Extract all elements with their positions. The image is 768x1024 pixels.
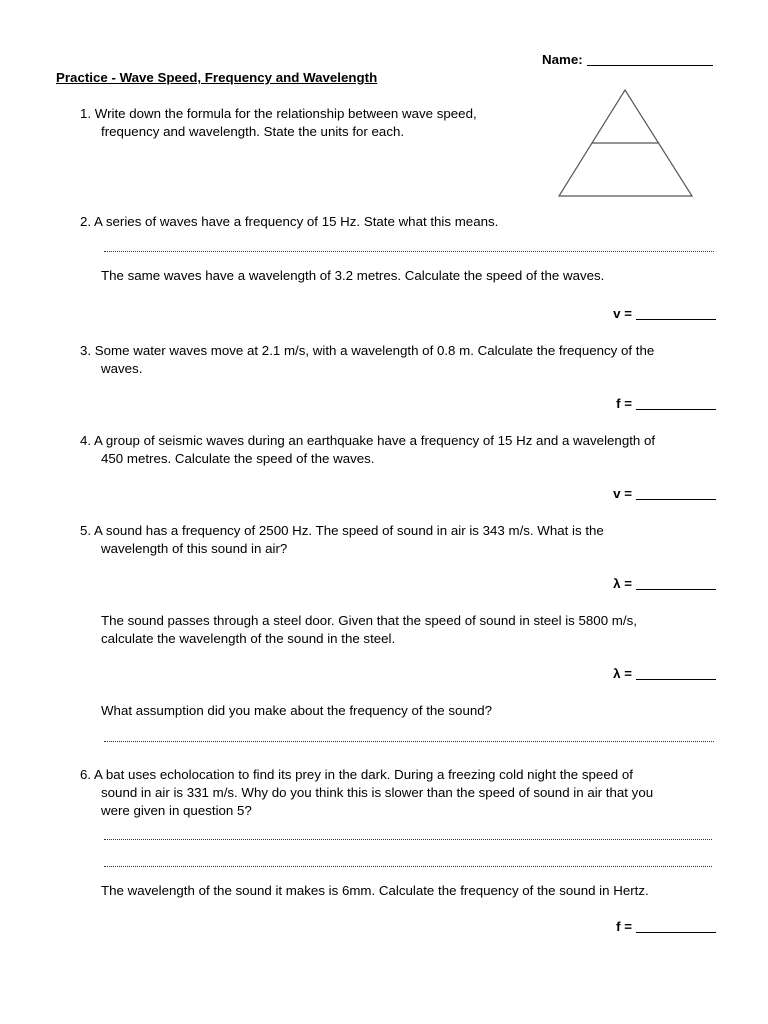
question-5-assumption-line[interactable] bbox=[104, 741, 714, 742]
question-6-answer-line-1[interactable] bbox=[104, 839, 712, 840]
question-5-line-2: wavelength of this sound in air? bbox=[101, 541, 288, 556]
question-6-line-3: were given in question 5? bbox=[101, 803, 252, 818]
question-2-answer-blank[interactable] bbox=[636, 307, 716, 320]
question-3-answer bbox=[616, 396, 716, 411]
formula-triangle bbox=[556, 88, 696, 200]
question-6-answer-label: f = bbox=[616, 919, 632, 934]
question-4-line-1: 4. A group of seismic waves during an earthquake have a frequency of 15 Hz and a wavelength of bbox=[80, 433, 656, 448]
question-2-line-1: 2. A series of waves have a frequency of 15 Hz. State what this means. bbox=[80, 214, 499, 229]
name-blank-line[interactable] bbox=[587, 53, 713, 66]
question-5-sub-1-line-2: calculate the wavelength of the sound in the steel. bbox=[101, 631, 396, 646]
question-3-answer-blank[interactable] bbox=[636, 397, 716, 410]
question-5-answer-1 bbox=[613, 576, 716, 591]
question-6-answer-blank[interactable] bbox=[636, 920, 716, 933]
question-2-answer-line[interactable] bbox=[104, 251, 714, 252]
question-5-answer-2-blank[interactable] bbox=[636, 667, 716, 680]
name-field-row bbox=[542, 52, 713, 67]
question-3-answer-label: f = bbox=[616, 396, 632, 411]
question-6-line-1: 6. A bat uses echolocation to find its prey in the dark. During a freezing cold night the speed of bbox=[80, 767, 633, 782]
question-6-line-2: sound in air is 331 m/s. Why do you think this is slower than the speed of sound in air that you bbox=[101, 785, 654, 800]
question-6-answer-line-2[interactable] bbox=[104, 866, 712, 867]
question-5-sub-1-line-1: The sound passes through a steel door. Given that the speed of sound in steel is 5800 m/s, bbox=[101, 613, 637, 628]
question-5-answer-1-blank[interactable] bbox=[636, 577, 716, 590]
question-4-answer bbox=[613, 486, 716, 501]
question-2-sub: The same waves have a wavelength of 3.2 metres. Calculate the speed of the waves. bbox=[101, 268, 605, 283]
question-3-line-1: 3. Some water waves move at 2.1 m/s, with a wavelength of 0.8 m. Calculate the frequency of the bbox=[80, 343, 655, 358]
question-5-answer-2-label: λ = bbox=[613, 666, 632, 681]
question-6-sub: The wavelength of the sound it makes is 6mm. Calculate the frequency of the sound in Hertz. bbox=[101, 883, 649, 898]
question-5-answer-1-label: λ = bbox=[613, 576, 632, 591]
question-4-answer-label: v = bbox=[613, 486, 632, 501]
question-5-sub-2: What assumption did you make about the frequency of the sound? bbox=[101, 703, 493, 718]
question-6-answer bbox=[616, 919, 716, 934]
question-3-line-2: waves. bbox=[101, 361, 143, 376]
question-4-answer-blank[interactable] bbox=[636, 487, 716, 500]
question-2-answer bbox=[613, 306, 716, 321]
question-2-answer-label: v = bbox=[613, 306, 632, 321]
question-5-answer-2 bbox=[613, 666, 716, 681]
question-5-line-1: 5. A sound has a frequency of 2500 Hz. The speed of sound in air is 343 m/s. What is the bbox=[80, 523, 604, 538]
question-1-line-1: 1. Write down the formula for the relationship between wave speed, bbox=[80, 106, 477, 121]
question-4-line-2: 450 metres. Calculate the speed of the waves. bbox=[101, 451, 375, 466]
name-label: Name: bbox=[542, 52, 583, 67]
question-1-line-2: frequency and wavelength. State the units for each. bbox=[101, 124, 405, 139]
page-title: Practice - Wave Speed, Frequency and Wavelength bbox=[56, 70, 378, 85]
